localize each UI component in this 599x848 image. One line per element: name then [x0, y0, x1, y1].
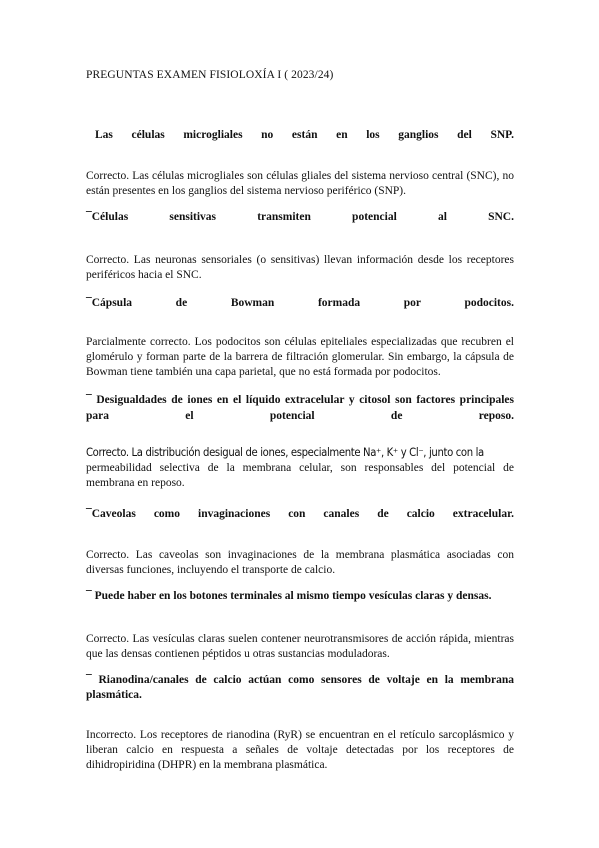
- question-5: ¯Caveolas como invaginaciones con canales de calcio extracelular.: [86, 508, 514, 520]
- answer-3: Parcialmente correcto. Los podocitos son células epiteliales especializadas que recubren el glomérulo y forman parte de la barrera de filtración glomerular. Sin embargo, la cápsula de Bowman tiene también una capa parietal, que no está formada por podocitos.: [86, 336, 514, 378]
- question-2: ¯Células sensitivas transmiten potencial al SNC.: [86, 211, 514, 223]
- answer-5: Correcto. Las caveolas son invaginaciones de la membrana plasmática asociadas con diversas funciones, incluyendo el transporte de calcio.: [86, 549, 514, 576]
- answer-4-rest: permeabilidad selectiva de la membrana celular, son responsables del potencial de membrana en reposo.: [86, 462, 514, 489]
- document-title: PREGUNTAS EXAMEN FISIOLOXÍA I ( 2023/24): [86, 69, 334, 81]
- question-1: Las células microgliales no están en los ganglios del SNP.: [95, 129, 514, 141]
- question-6: ¯ Puede haber en los botones terminales al mismo tiempo vesículas claras y densas.: [86, 590, 492, 602]
- answer-7: Incorrecto. Los receptores de rianodina (RyR) se encuentran en el retículo sarcoplásmico y liberan calcio en respuesta a señales de voltaje detectadas por los receptores de dihidropiridina (DHPR) en la membrana plasmática.: [86, 729, 514, 771]
- question-7: ¯ Rianodina/canales de calcio actúan como sensores de voltaje en la membrana plasmática.: [86, 674, 514, 701]
- answer-4-line-1: Correcto. La distribución desigual de iones, especialmente Na⁺, K⁺ y Cl⁻, junto con la: [86, 446, 484, 459]
- answer-2: Correcto. Las neuronas sensoriales (o sensitivas) llevan información desde los receptores periféricos hacia el SNC.: [86, 254, 514, 281]
- answer-1: Correcto. Las células microgliales son células gliales del sistema nervioso central (SNC), no están presentes en los ganglios del sistema nervioso periférico (SNP).: [86, 170, 514, 197]
- question-4: ¯ Desigualdades de iones en el líquido extracelular y citosol son factores principales para el potencial de reposo.: [86, 394, 514, 422]
- answer-6: Correcto. Las vesículas claras suelen contener neurotransmisores de acción rápida, mientras que las densas contienen péptidos u otras sustancias moduladoras.: [86, 633, 514, 660]
- question-3: ¯Cápsula de Bowman formada por podocitos.: [86, 297, 514, 309]
